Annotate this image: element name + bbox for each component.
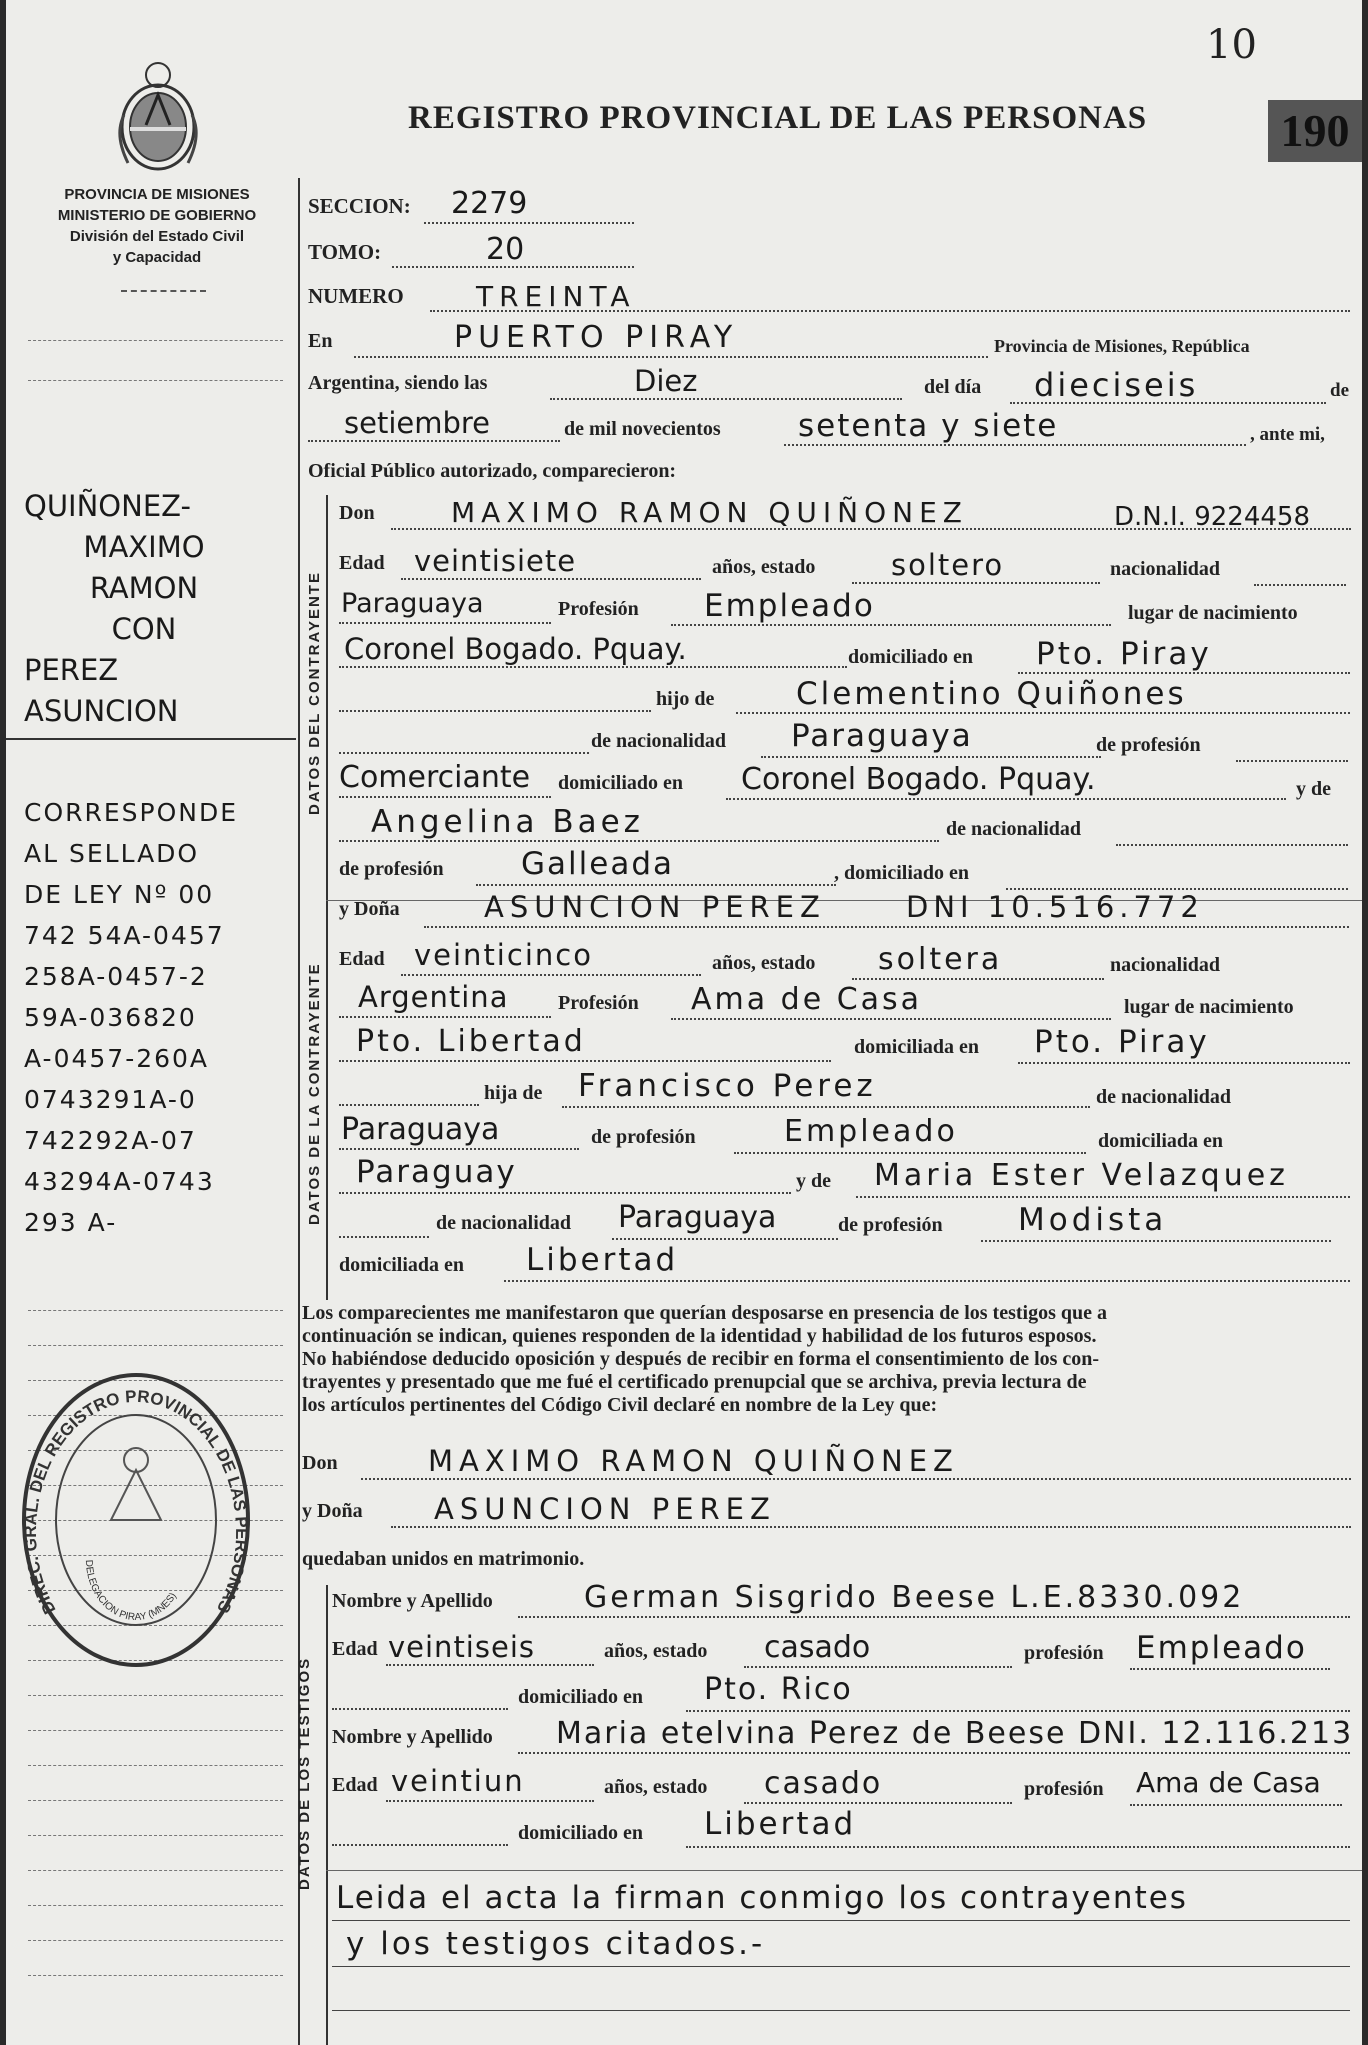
margin-divider [6,738,296,740]
agency-line-3: División del Estado Civil [69,228,245,245]
de-profesion-label: de profesión [591,1126,696,1148]
witness2-age: veintiun [391,1764,525,1798]
tomo-value: 20 [486,232,525,267]
declaration-line: Los comparecientes me manifestaron que querían desposarse en presencia de los testigos que a [302,1302,1107,1324]
margin-note-line: 742 54A-0457 [24,921,225,950]
closing-note-line-1: Leida el acta la firman conmigo los contrayentes [336,1880,1188,1916]
declaration-line: continuación se indican, quienes responden de la identidad y habilidad de los futuros esposos. [302,1325,1097,1347]
margin-note-line: DE LEY Nº 00 [24,880,215,909]
margin-name [24,486,264,732]
groom-father: Clementino Quiñones [796,676,1187,712]
lugar-nac-label: lugar de nacimiento [1128,602,1298,624]
bride-birthplace: Pto. Libertad [356,1024,586,1059]
bride-mother-nationality: Paraguaya [618,1200,777,1235]
groom-profession: Empleado [704,588,875,624]
witness1-profession: Empleado [1136,1630,1307,1666]
margin-note-line: 742292A-07 [24,1126,197,1155]
numero-value: TREINTA [476,280,636,313]
margin-name-line: MAXIMO [83,530,205,564]
union-bride-name: ASUNCION PEREZ [434,1492,776,1526]
anio-value: setenta y siete [798,408,1059,444]
bride-mother-profession: Modista [1018,1202,1168,1238]
provincia-text: Provincia de Misiones, República [994,336,1250,356]
de-nacionalidad-label: de nacionalidad [436,1212,572,1234]
witness1-status: casado [764,1630,871,1665]
dia-value: dieciseis [1034,366,1199,404]
domiciliado-label: domiciliado en [518,1686,644,1708]
edad-label: Edad [332,1774,378,1796]
agency-line-1: PROVINCIA DE MISIONES [64,186,250,203]
bride-nationality: Argentina [358,980,509,1014]
coma-domiciliado-label: , domiciliado en [834,862,970,884]
seal-text-inner: DELEGACION PIRAY (MNES) [82,1559,179,1624]
profesion-label: profesión [1024,1778,1104,1800]
margin-name-line: CON [111,612,177,646]
margin-note-line: 43294A-0743 [24,1167,215,1196]
anos-estado-label: años, estado [712,952,816,974]
groom-father-nationality: Paraguaya [791,718,973,754]
declaration-paragraph [302,1302,1107,1417]
section-rule [326,1585,328,2045]
nacionalidad-label: nacionalidad [1110,558,1221,580]
margin-note-line: CORRESPONDE [24,798,239,827]
groom-name: MAXIMO RAMON QUIÑONEZ [451,496,968,529]
declaration-line: los artículos pertinentes del Código Civil declaré en nombre de la Ley que: [302,1394,938,1416]
margin-note-line: 258A-0457-2 [24,962,208,991]
seccion-value: 2279 [451,186,528,221]
y-de-label: y de [1296,778,1331,800]
witness2-name: Maria etelvina Perez de Beese DNI. 12.116.213 [556,1716,1354,1751]
union-closing: quedaban unidos en matrimonio. [302,1548,585,1570]
bride-father-nationality: Paraguaya [341,1112,500,1147]
edad-label: Edad [339,552,385,574]
witness1-residence: Pto. Rico [704,1672,853,1707]
declaration-line: trayentes y presentado que me fué el certificado prenupcial que se archiva, previa lectura de [302,1371,1087,1393]
hijo-de-label: hijo de [656,688,715,710]
witness1-name: German Sisgrido Beese L.E.8330.092 [584,1580,1245,1615]
bride-status: soltera [878,942,1003,977]
margin-note-line: AL SELLADO [24,839,200,868]
groom-mother: Angelina Baez [371,804,644,840]
en-value: PUERTO PIRAY [454,320,739,355]
bride-name: ASUNCION PEREZ [484,890,826,924]
domiciliada-label: domiciliada en [1098,1130,1224,1152]
anos-estado-label: años, estado [604,1640,708,1662]
union-groom-name: MAXIMO RAMON QUIÑONEZ [428,1444,959,1478]
bride-father: Francisco Perez [578,1068,877,1104]
profesion-label: Profesión [558,992,639,1014]
groom-nationality: Paraguaya [341,588,484,619]
witness2-residence: Libertad [704,1806,857,1842]
groom-mother-profession: Galleada [521,846,674,882]
civil-registry-document [6,0,1362,2045]
de-profesion-label: de profesión [339,858,444,880]
de-profesion-label: de profesión [838,1214,943,1236]
document-title: REGISTRO PROVINCIAL DE LAS PERSONAS [408,100,1148,136]
groom-residence: Pto. Piray [1036,636,1212,672]
de-nacionalidad-label: de nacionalidad [1096,1086,1232,1108]
margin-name-line: ASUNCION [24,694,179,728]
registry-seal [16,1360,256,1680]
argentina-text: Argentina, siendo las [308,372,488,394]
del-dia-label: del día [924,376,982,398]
witness1-age: veintiseis [388,1630,535,1664]
margin-note-line: 293 A- [24,1208,118,1237]
mes-value: setiembre [344,406,491,440]
margin-name-line: QUIÑONEZ- [24,489,191,523]
edad-label: Edad [339,948,385,970]
domiciliada-label: domiciliada en [339,1254,465,1276]
domiciliada-label: domiciliada en [854,1036,980,1058]
bride-mother-residence: Libertad [526,1242,679,1278]
domiciliado-label: domiciliado en [518,1822,644,1844]
witnesses-section-label: DATOS DE LOS TESTIGOS [296,1656,313,1890]
tomo-label: TOMO: [308,240,382,264]
don-label: Don [302,1452,338,1474]
section-rule [326,495,328,1300]
margin-name-line: PEREZ [24,653,119,687]
bride-father-residence: Paraguay [356,1154,517,1190]
ante-text: , ante mi, [1250,424,1325,445]
profesion-label: Profesión [558,598,639,620]
witness2-profession: Ama de Casa [1136,1766,1321,1799]
groom-dni: D.N.I. 9224458 [1114,502,1310,532]
page-number: 10 [1206,22,1257,68]
domiciliado-label: domiciliado en [848,646,974,668]
profesion-label: profesión [1024,1642,1104,1664]
hija-de-label: hija de [484,1082,543,1104]
nacionalidad-label: nacionalidad [1110,954,1221,976]
nombre-apellido-label: Nombre y Apellido [332,1590,493,1612]
groom-section-label: DATOS DEL CONTRAYENTE [306,571,323,815]
de-nacionalidad-label: de nacionalidad [946,818,1082,840]
agency-line-4: y Capacidad [112,249,202,266]
margin-note [24,792,238,1243]
dona-label: y Doña [302,1500,363,1522]
domiciliado-label: domiciliado en [558,772,684,794]
de-nacionalidad-label: de nacionalidad [591,730,727,752]
bride-age: veinticinco [414,938,593,972]
nombre-apellido-label: Nombre y Apellido [332,1726,493,1748]
bride-dni: DNI 10.516.772 [906,890,1204,924]
seal-text-outer: DIREC. GRAL. DEL REGISTRO PROVINCIAL DE LAS PERSONAS [20,1386,252,1618]
groom-status: soltero [891,548,1005,582]
en-label: En [308,330,333,352]
margin-note-line: A-0457-260A [24,1044,210,1073]
edad-label: Edad [332,1638,378,1660]
y-de-label: y de [796,1170,831,1192]
margin-note-line: 59A-036820 [24,1003,197,1032]
margin-name-line: RAMON [89,571,199,605]
anos-estado-label: años, estado [604,1776,708,1798]
bride-profession: Ama de Casa [691,982,923,1017]
agency-block [26,184,288,268]
margin-note-line: 0743291A-0 [24,1085,197,1114]
dona-label: y Doña [339,898,400,920]
oficial-text: Oficial Público autorizado, comparecieron: [308,460,677,482]
groom-birthplace: Coronel Bogado. Pquay. [344,632,687,666]
groom-age: veintisiete [414,544,577,578]
de-profesion-label: de profesión [1096,734,1201,756]
closing-note-line-2: y los testigos citados.- [346,1926,766,1962]
witness2-status: casado [764,1766,883,1801]
bride-residence: Pto. Piray [1034,1024,1210,1060]
mil-text: de mil novecientos [564,418,721,440]
de-label: de [1330,380,1349,401]
don-label: Don [339,502,375,524]
agency-line-2: MINISTERIO DE GOBIERNO [57,207,257,224]
hora-value: Diez [634,364,698,398]
coat-of-arms-icon [106,55,211,185]
bride-section-label: DATOS DE LA CONTRAYENTE [306,962,323,1225]
groom-father-residence: Coronel Bogado. Pquay. [741,762,1096,797]
declaration-line: No habiéndose deducido oposición y después de recibir en forma el consentimiento de los con- [302,1348,1100,1370]
bride-mother: Maria Ester Velazquez [874,1158,1289,1193]
divider [121,290,206,292]
bride-father-profession: Empleado [784,1114,958,1149]
groom-father-profession: Comerciante [339,760,531,795]
numero-label: NUMERO [308,284,404,308]
corner-stamp: 190 [1268,100,1362,162]
seccion-label: SECCION: [308,194,411,218]
lugar-nac-label: lugar de nacimiento [1124,996,1294,1018]
anos-estado-label: años, estado [712,556,816,578]
